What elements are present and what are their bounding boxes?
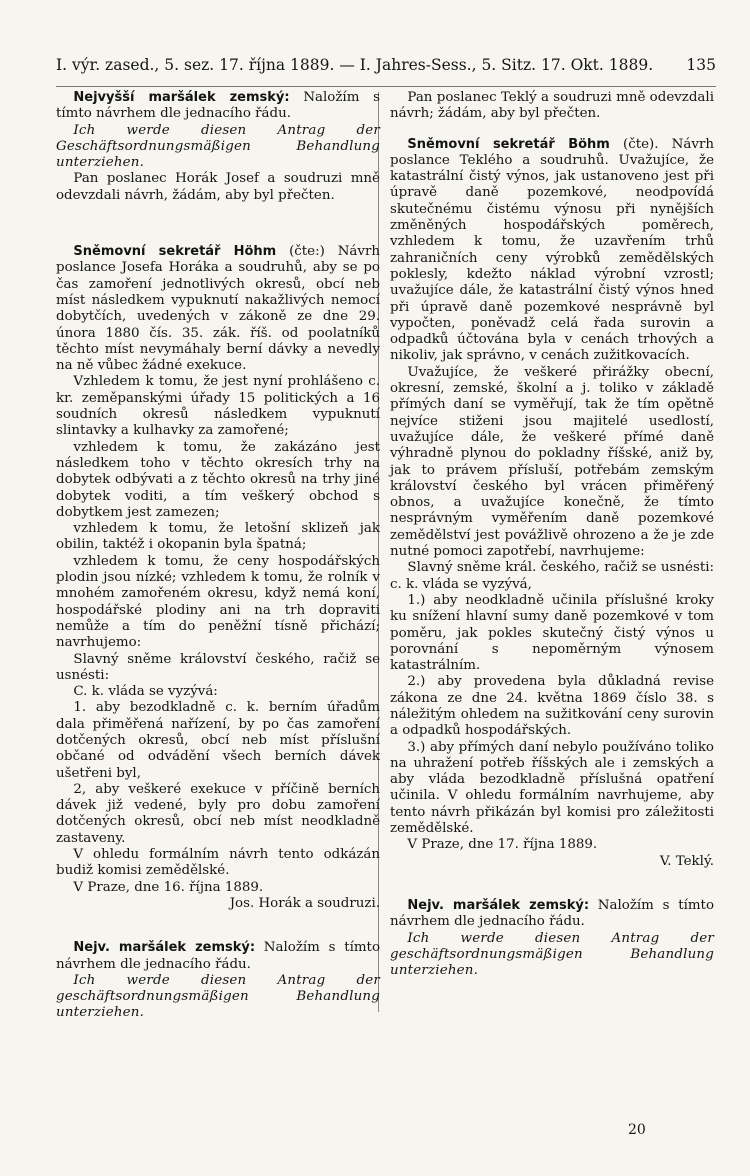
paragraph xyxy=(390,137,714,365)
paragraph: 1. aby bezodkladně c. k. berním úřadům dala přiměřená nařízení, by po čas zamoření dotčených okresů, obcí neb míst příslušní občané od odvádění všech berních dávek ušetřeni byl, xyxy=(56,700,380,781)
speaker-name: Nejv. maršálek zemský: xyxy=(407,897,590,913)
date-line: V Praze, dne 17. října 1889. xyxy=(407,837,598,853)
paragraph: V ohledu formálním návrh tento odkázán budiž komisi zemědělské. xyxy=(56,847,380,879)
speech-text: Naložím s tímto návrhem dle jednacího řádu. xyxy=(56,90,381,122)
speaker-name: Sněmovní sekretář Höhm xyxy=(73,244,277,260)
paragraph xyxy=(390,898,714,931)
german-paragraph: Ich werde diesen Antrag der geschäftsordnungsmäßigen Behandlung unterziehen. xyxy=(56,972,380,1021)
signature: Jos. Horák a soudruzi. xyxy=(229,895,380,911)
paragraph: Vzhledem k tomu, že jest nyní prohlášeno c. kr. zeměpanskými úřady 15 politických a 16 soudních okresů následkem vypuknutí slintavky a kulhavky za zamořené; xyxy=(56,374,380,439)
paragraph xyxy=(56,940,380,973)
paragraph: Slavný sněme království českého, račiž se usnésti: xyxy=(56,651,380,683)
signature-number: 20 xyxy=(628,1122,646,1138)
speaker-name: Sněmovní sekretář Böhm xyxy=(407,136,610,152)
german-paragraph: Ich werde diesen Antrag der Geschäftsordnungsmäßigen Behandlung unterziehen. xyxy=(56,122,380,171)
paragraph: 3.) aby přímých daní nebylo používáno toliko na uhražení potřeb říšských ale i zemských a aby vláda bezodkladně příslušná opatření učinila. V ohledu formálním navrhujeme, aby tento návrh přikázán byl komisi pro záležitosti zemědělské. xyxy=(390,739,714,837)
paragraph: 1.) aby neodkladně učinila příslušné kroky ku snížení hlavní sumy daně pozemkové v tom poměru, jak pokles skutečný čistý výnos u porovnání s nepoměrným výnosem katastrálním. xyxy=(390,592,714,674)
paragraph: Pan poslanec Horák Josef a soudruzi mně odevzdali návrh, žádám, aby byl přečten. xyxy=(56,171,380,203)
paragraph xyxy=(56,90,380,123)
date-line: V Praze, dne 16. října 1889. xyxy=(73,879,264,895)
speaker-name: Nejvyšší maršálek zemský: xyxy=(73,90,290,105)
speech-text: (čte). Návrh poslance Teklého a soudruhů. Uvažujíce, že katastrální čistý výnos, jak ustanoveno jest při úpravě daně pozemkové, neodpovídá skutečnému čistému výnosu při nynějších změněných hospodářských poměrech, vzhledem k tomu, že uzavřením trhů zahraničních ceny výrobků zemědělských poklesly, kdežto náklad výrobní vzrostl; uvažujíce dále, že katastrální čistý výnos hned při úpravě daně pozemkové nesprávně byl vypočten, poněvadž celá řada surovin a odpadků účtována byla v cenách trhových a nikoliv, jak správno, v cenách zužitkovacích. xyxy=(390,136,714,364)
speech-text: Naložím s tímto návrhem dle jednacího řádu. xyxy=(56,940,381,972)
paragraph xyxy=(56,244,380,374)
paragraph: Slavný sněme král. českého, račiž se usnésti: c. k. vláda se vyzývá, xyxy=(390,560,714,592)
german-paragraph: Ich werde diesen Antrag der geschäftsordnungsmäßigen Behandlung unterziehen. xyxy=(390,930,714,979)
paragraph: vzhledem k tomu, že letošní sklizeň jak obilin, taktéž i okopanin byla špatná; xyxy=(56,521,380,553)
speech-text: Naložím s tímto návrhem dle jednacího řádu. xyxy=(390,897,715,930)
paragraph: C. k. vláda se vyzývá: xyxy=(73,684,218,700)
paragraph: vzhledem k tomu, že zakázáno jest následkem toho v těchto okresích trhy na dobytek odbývati a z těchto okresů na trhy jiné dobytek voditi, a tím veškerý obchod s dobytkem jest zamezen; xyxy=(56,439,380,520)
paragraph: 2.) aby provedena byla důkladná revise zákona ze dne 24. května 1869 číslo 38. s náležitým ohledem na sužitkování ceny surovin a odpadků hospodářských. xyxy=(390,674,714,739)
right-column xyxy=(390,90,714,979)
paragraph: Pan poslanec Teklý a soudruzi mně odevzdali návrh; žádám, aby byl přečten. xyxy=(390,90,714,122)
signature: V. Teklý. xyxy=(659,853,714,869)
paragraph: Uvažujíce, že veškeré přirážky obecní, okresní, zemské, školní a j. toliko v základě přímých daní se vyměřují, tak že tím opětně nejvíce stiženi jsou majitelé usedlostí, uvažujíce dále, že veškeré přímé daně výhradně plynou do pokladny říšské, aniž by, jak to právem přísluší, potřebám zemským království českého byl vrácen přiměřený obnos, a uvažujíce konečně, že tímto nesprávným vyměřením daně pozemkové zemědělství jest povážlivě ohrozeno a že je zde nutné pomoci zapotřebí, navrhujeme: xyxy=(390,364,714,560)
header-page-number: 135 xyxy=(686,56,716,74)
paragraph: 2, aby veškeré exekuce v příčině berních dávek již vedené, byly pro dobu zamoření dotčených okresů, obcí neb míst neodkladně zastaveny. xyxy=(56,781,380,846)
paragraph: vzhledem k tomu, že ceny hospodářských plodin jsou nízké; vzhledem k tomu, že rolník v mnohém zamořeném okresu, když nemá koní, hospodářské plodiny ani na trh dopraviti nemůže a tím do peněžní tísně přichází; navrhujemo: xyxy=(56,553,380,651)
speech-text: (čte:) Návrh poslance Josefa Horáka a soudruhů, aby se po čas zamoření jednotlivých okresů, obcí neb míst následkem vypuknutí nakažlivých nemocí dobytčích, uvedených v zákoně ze dne 29. února 1880 čís. 35. zák. říš. od poolatníků těchto míst nevymáhaly berní dávky a nevedly na ně vůbec žádné exekuce. xyxy=(56,244,380,374)
left-column xyxy=(56,90,380,1022)
header-session-info: I. výr. zased., 5. sez. 17. října 1889. — I. Jahres-Sess., 5. Sitz. 17. Okt. 1889. xyxy=(56,56,654,74)
speaker-name: Nejv. maršálek zemský: xyxy=(73,940,256,956)
running-header xyxy=(56,56,716,74)
header-rule xyxy=(56,86,716,87)
